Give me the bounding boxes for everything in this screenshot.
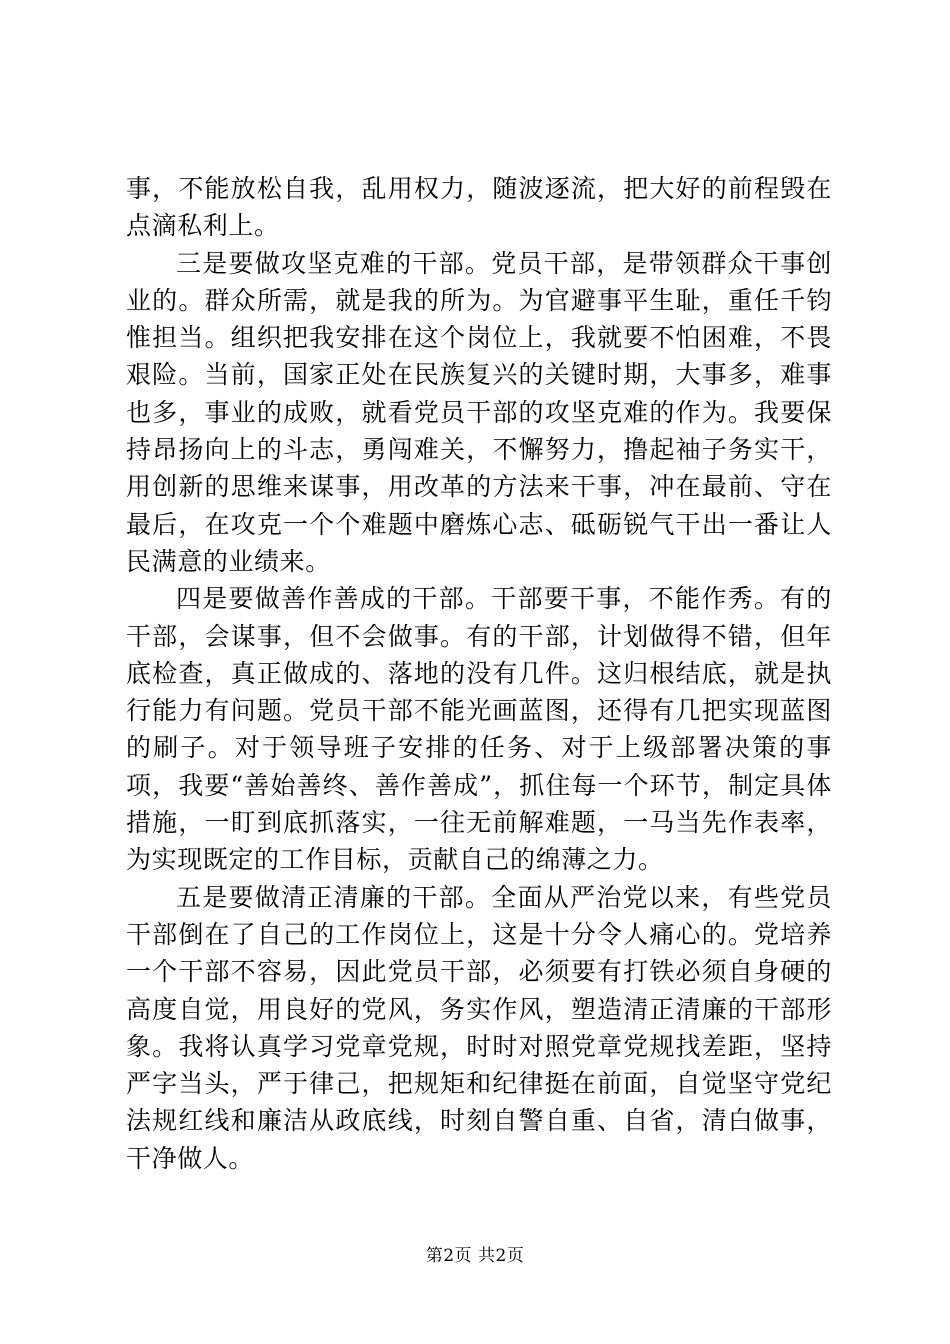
paragraph-point-three: 三是要做攻坚克难的干部。党员干部，是带领群众干事创业的。群众所需，就是我的所为。为官避事平生耻，重任千钧惟担当。组织把我安排在这个岗位上，我就要不怕困难，不畏艰险。当前，国家正处在民族复兴的关键时期，大事多，难事也多，事业的成败，就看党员干部的攻坚克难的作为。我要保持昂扬向上的斗志，勇闯难关，不懈努力，撸起袖子务实干，用创新的思维来谋事，用改革的方法来干事，冲在最前、守在最后，在攻克一个个难题中磨炼心志、砥砺锐气干出一番让人民满意的业绩来。 [126,248,832,576]
document-body [126,170,832,1177]
paragraph-point-five: 五是要做清正清廉的干部。全面从严治党以来，有些党员干部倒在了自己的工作岗位上，这是十分令人痛心的。党培养一个干部不容易，因此党员干部，必须要有打铁必须自身硬的高度自觉，用良好的党风，务实作风，塑造清正清廉的干部形象。我将认真学习党章党规，时时对照党章党规找差距，坚持严字当头，严于律己，把规矩和纪律挺在前面，自觉坚守党纪法规红线和廉洁从政底线，时刻自警自重、自省，清白做事，干净做人。 [126,882,832,1173]
paragraph-continuation: 事，不能放松自我，乱用权力，随波逐流，把大好的前程毁在点滴私利上。 [126,174,832,241]
page-number-footer: 第2页 共2页 [425,1246,525,1266]
paragraph-point-four: 四是要做善作善成的干部。干部要干事，不能作秀。有的干部，会谋事，但不会做事。有的干部，计划做得不错，但年底检查，真正做成的、落地的没有几件。这归根结底，就是执行能力有问题。党员干部不能光画蓝图，还得有几把实现蓝图的刷子。对于领导班子安排的任务、对于上级部署决策的事项，我要“善始善终、善作善成”，抓住每一个环节，制定具体措施，一盯到底抓落实，一往无前解难题，一马当先作表率，为实现既定的工作目标，贡献自己的绵薄之力。 [126,584,832,875]
